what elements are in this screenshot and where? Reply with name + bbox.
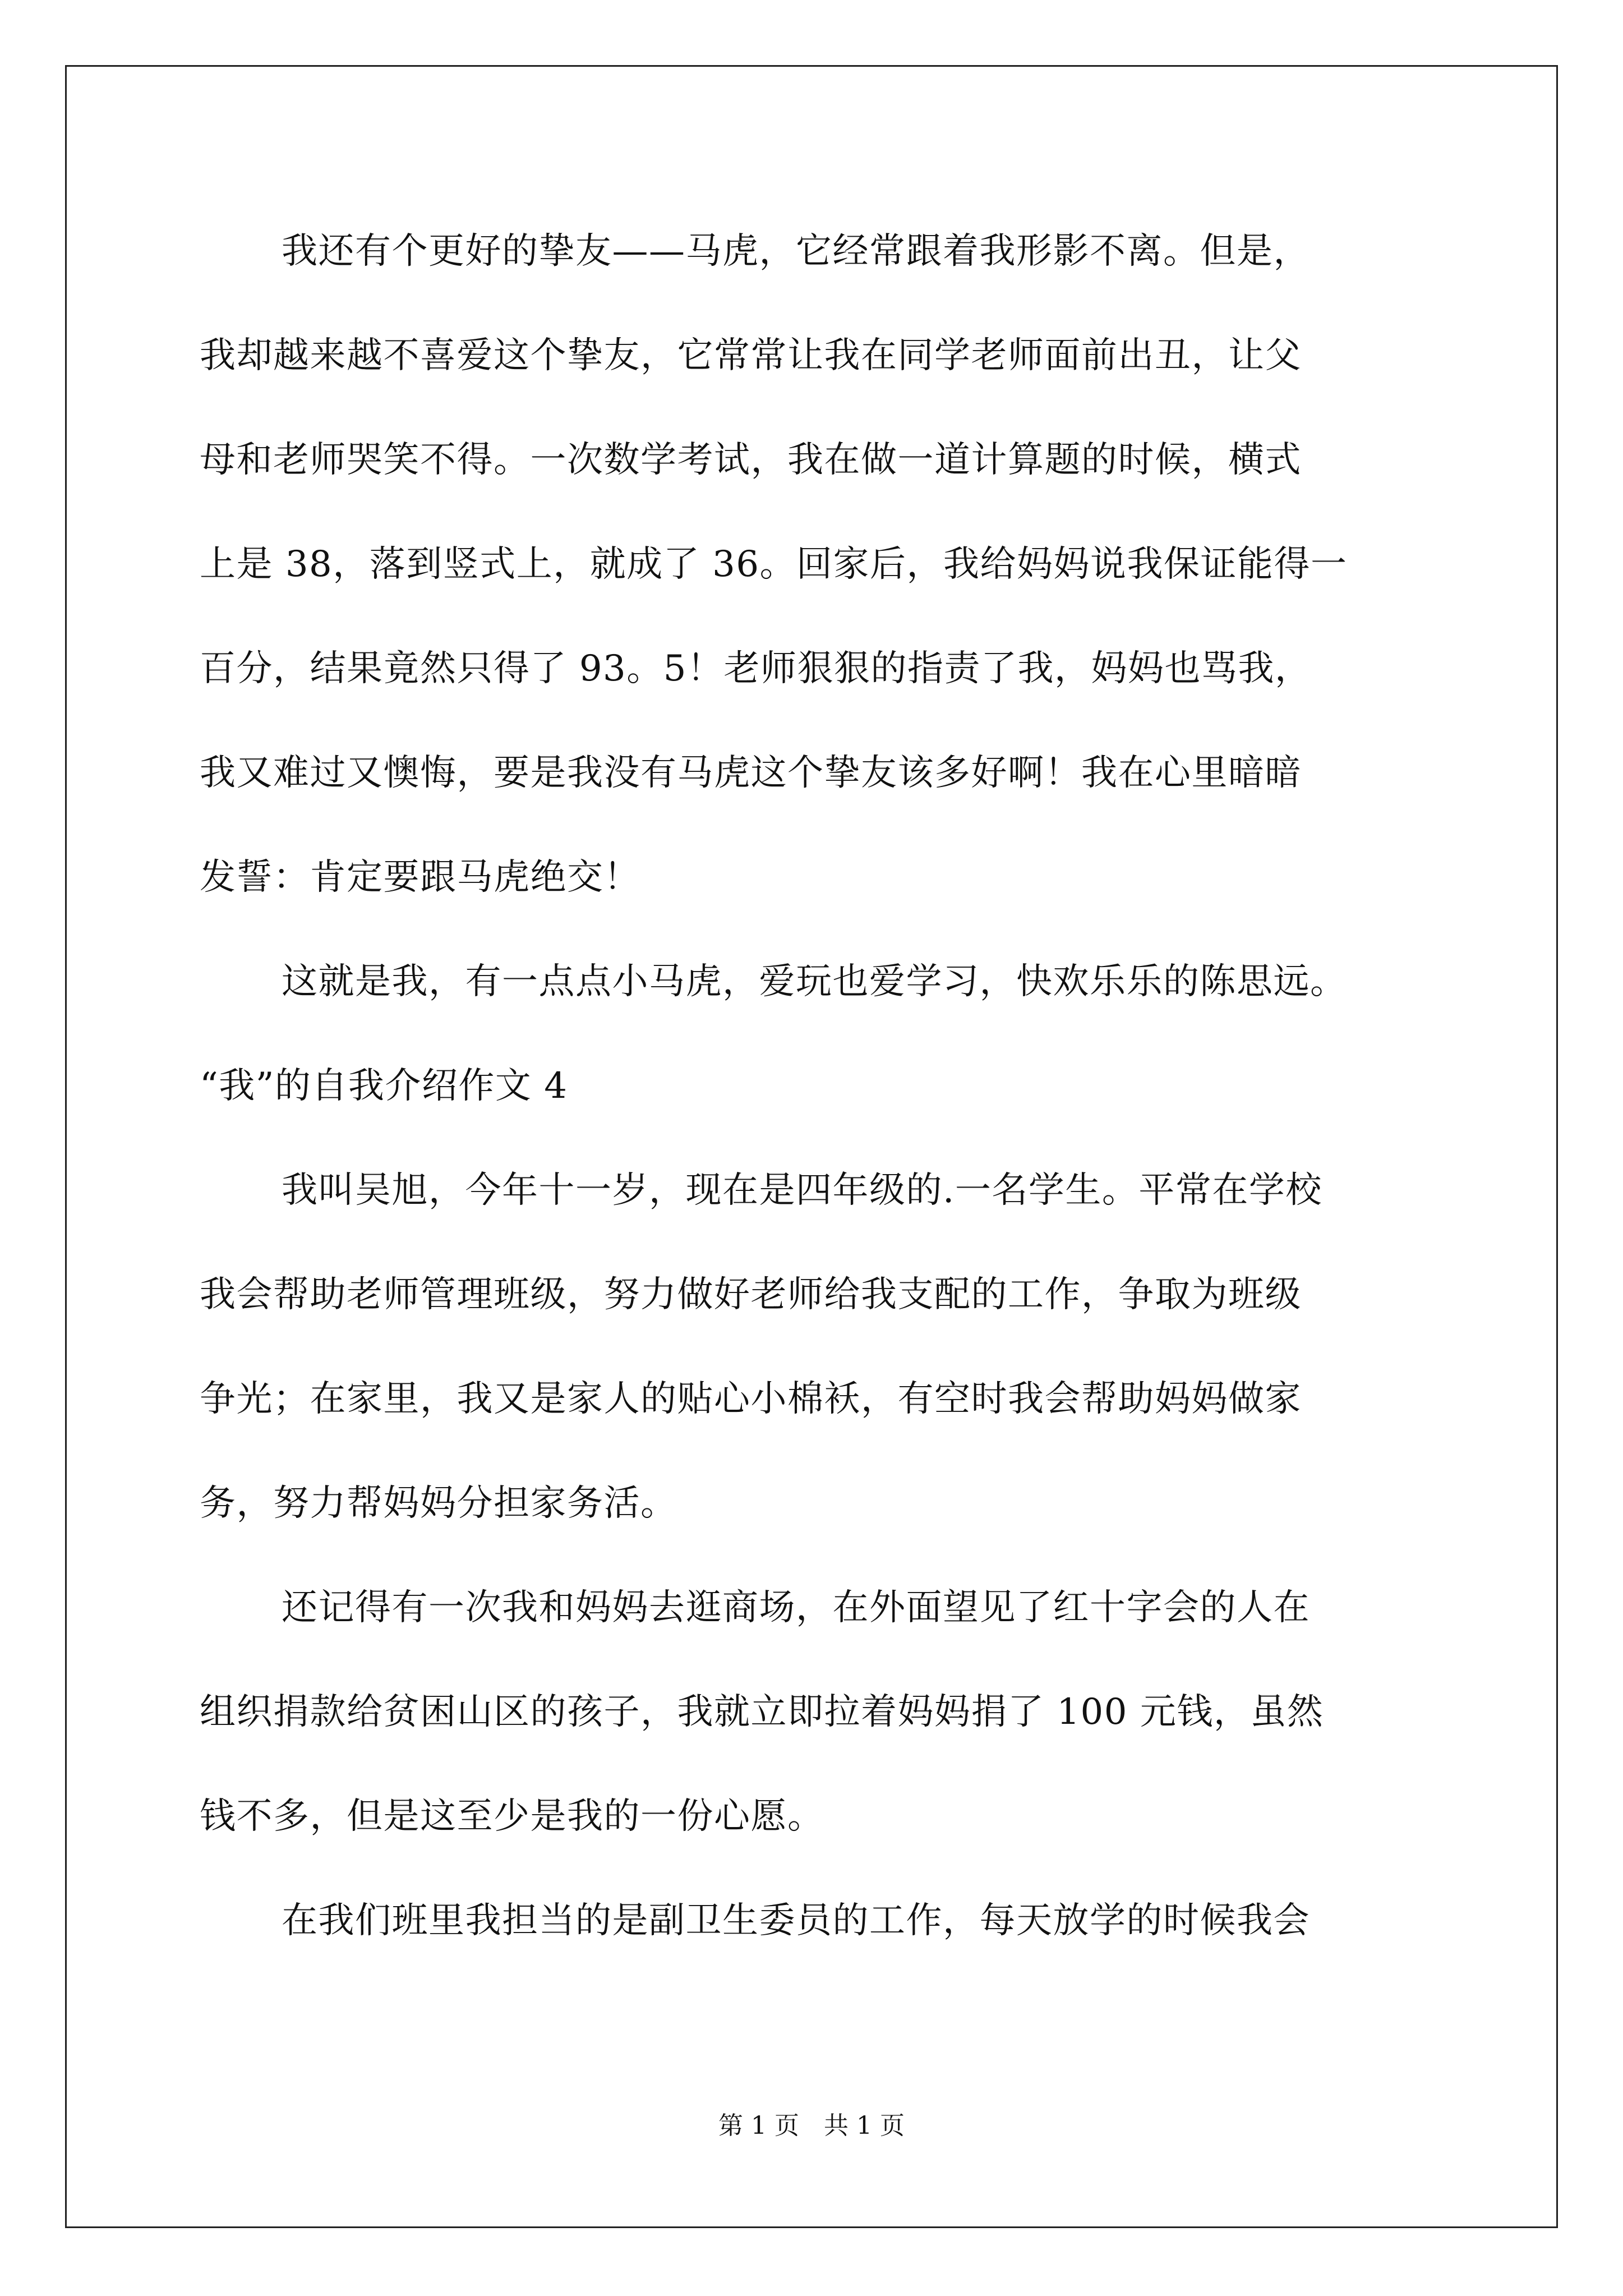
text-line: 钱不多，但是这至少是我的一份心愿。	[200, 1796, 824, 1837]
text-line: 我却越来越不喜爱这个挚友，它常常让我在同学老师面前出丑，让父	[200, 335, 1302, 376]
text-line: 我会帮助老师管理班级，努力做好老师给我支配的工作，争取为班级	[200, 1274, 1302, 1315]
page-number-footer: 第 1 页 共 1 页	[718, 2111, 905, 2140]
text-line: 我又难过又懊悔，要是我没有马虎这个挚友该多好啊！我在心里暗暗	[200, 752, 1302, 794]
text-line: 争光；在家里，我又是家人的贴心小棉袄，有空时我会帮助妈妈做家	[200, 1378, 1302, 1420]
text-line: 上是 38，落到竖式上，就成了 36。回家后，我给妈妈说我保证能得一	[200, 544, 1348, 585]
text-line: 我叫吴旭，今年十一岁，现在是四年级的.一名学生。平常在学校	[282, 1170, 1322, 1211]
text-line: 母和老师哭笑不得。一次数学考试，我在做一道计算题的时候，横式	[200, 439, 1302, 481]
text-line: 还记得有一次我和妈妈去逛商场，在外面望见了红十字会的人在	[282, 1587, 1310, 1628]
text-line: 务，努力帮妈妈分担家务活。	[200, 1483, 677, 1524]
text-line: 发誓：肯定要跟马虎绝交！	[200, 857, 640, 898]
text-line: 在我们班里我担当的是副卫生委员的工作，每天放学的时候我会	[282, 1900, 1310, 1941]
text-line: 我还有个更好的挚友——马虎，它经常跟着我形影不离。但是，	[282, 231, 1310, 272]
section-heading: “我”的自我介绍作文 4	[200, 1065, 568, 1107]
text-line: 这就是我，有一点点小马虎，爱玩也爱学习，快欢乐乐的陈思远。	[282, 961, 1347, 1002]
text-line: 百分，结果竟然只得了 93。5！老师狠狠的指责了我，妈妈也骂我，	[200, 648, 1312, 689]
text-line: 组织捐款给贫困山区的孩子，我就立即拉着妈妈捐了 100 元钱，虽然	[200, 1691, 1324, 1733]
